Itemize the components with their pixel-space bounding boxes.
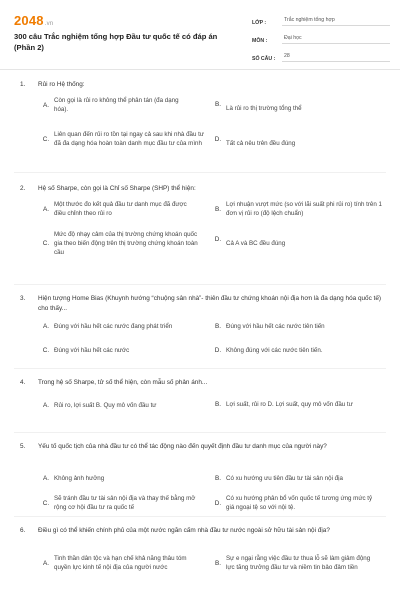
question-text: Rủi ro Hệ thống:: [38, 81, 85, 88]
option-letter: C.: [42, 240, 50, 248]
option-letter: B.: [214, 101, 222, 109]
option-c[interactable]: [38, 230, 213, 258]
question-number: 5.: [20, 443, 26, 450]
question-number: 1.: [20, 81, 26, 88]
option-text: Rủi ro, lợi suất B. Quy mô vốn đầu tư: [54, 402, 157, 409]
option-letter: C.: [42, 347, 50, 355]
option-letter: A.: [42, 205, 50, 213]
option-text: Lợi nhuận vượt mức (so với lãi suất phi rủi ro) tính trên 1 đơn vị rủi ro (độ lệch chuẩn): [226, 201, 382, 218]
question-divider: [14, 368, 386, 369]
option-c[interactable]: [38, 346, 213, 355]
option-letter: D.: [214, 347, 222, 355]
option-c[interactable]: [38, 494, 213, 512]
option-a[interactable]: [38, 322, 213, 331]
question-divider: [14, 432, 386, 433]
option-text: Đúng với hầu hết các nước: [54, 347, 130, 354]
meta-label: SỐ CÂU :: [252, 56, 276, 62]
option-d[interactable]: [210, 346, 385, 355]
option-text: Lợi suất, rủi ro D. Lợi suất, quy mô vốn đầu tư: [226, 401, 353, 408]
option-letter: A.: [42, 559, 50, 567]
option-text: Đúng với hầu hết các nước tiên tiến: [226, 323, 325, 330]
option-text: Cả A và BC đều đúng: [226, 240, 286, 247]
meta-value: Đại học: [282, 35, 390, 44]
option-letter: A.: [42, 475, 50, 483]
meta-row-class: [252, 12, 390, 26]
meta-value: Trắc nghiệm tổng hợp: [282, 17, 390, 26]
meta-row-subject: [252, 30, 390, 44]
option-b[interactable]: [210, 96, 385, 113]
option-c[interactable]: [38, 130, 213, 148]
option-letter: B.: [214, 205, 222, 213]
option-letter: C.: [42, 499, 50, 507]
option-letter: B.: [214, 475, 222, 483]
option-text: Sự e ngại rằng việc đầu tư thua lỗ sẽ làm giảm động lực tăng trưởng đầu tư và niềm tin bảo đảm tiền: [226, 555, 371, 572]
option-letter: B.: [214, 401, 222, 409]
option-text: Là rủi ro thị trường tổng thể: [226, 105, 302, 112]
option-text: Tinh thần dân tộc và hạn chế khả năng thâu tóm quyền lực kinh tế nội địa của người nước: [54, 555, 187, 572]
option-text: Còn gọi là rủi ro không thể phân tán (đa dạng hóa).: [54, 97, 179, 114]
question-divider: [14, 284, 386, 285]
option-letter: B.: [214, 323, 222, 331]
option-b[interactable]: [210, 400, 385, 409]
option-letter: D.: [214, 235, 222, 243]
question-number: 2.: [20, 185, 26, 192]
option-letter: A.: [42, 101, 50, 109]
option-letter: A.: [42, 323, 50, 331]
option-letter: D.: [214, 499, 222, 507]
option-a[interactable]: [38, 400, 213, 410]
document-header: [0, 0, 400, 70]
option-b[interactable]: [210, 322, 385, 331]
option-b[interactable]: [210, 474, 385, 483]
option-letter: D.: [214, 135, 222, 143]
option-text: Không ảnh hưởng: [54, 475, 105, 482]
option-text: Đúng với hầu hết các nước đang phát triển: [54, 323, 173, 330]
option-d[interactable]: [210, 130, 385, 148]
meta-label: LỚP :: [252, 20, 267, 26]
logo-suffix: .vn: [44, 21, 54, 27]
option-letter: C.: [42, 135, 50, 143]
meta-label: MÔN :: [252, 38, 268, 44]
document-title: 300 câu Trắc nghiệm tổng hợp Đầu tư quốc tế có đáp án (Phần 2): [14, 32, 218, 52]
option-d[interactable]: [210, 230, 385, 248]
option-letter: A.: [42, 401, 50, 409]
option-d[interactable]: [210, 494, 385, 512]
document-meta: [252, 12, 390, 66]
option-text: Liên quan đến rủi ro tồn tại ngay cả sau khi nhà đầu tư đã đa dạng hóa hoàn toàn danh mục đầu tư của mình: [54, 131, 204, 148]
site-logo[interactable]: [14, 13, 53, 28]
meta-value: 28: [282, 53, 390, 62]
option-text: Có xu hướng phân bổ vốn quốc tế tương ứng mức tỷ giá ngoại tệ so với nội tệ.: [226, 495, 373, 512]
question-text: Điều gì có thể khiến chính phủ của một nước ngăn cấm nhà đầu tư nước ngoài sở hữu tài sản nội địa?: [38, 527, 330, 534]
option-text: Tất cả nêu trên đều đúng: [226, 140, 296, 147]
question-divider: [14, 516, 386, 517]
question-text: Yếu tố quốc tịch của nhà đầu tư có thể tác động nào đến quyết định đầu tư danh mục của người này?: [38, 443, 327, 450]
option-a[interactable]: [38, 96, 213, 114]
question-text: Hệ số Sharpe, còn gọi là Chỉ số Sharpe (SHP) thể hiện:: [38, 185, 196, 192]
logo-main: 2048: [14, 13, 44, 28]
question-number: 4.: [20, 379, 26, 386]
meta-row-count: [252, 48, 390, 62]
option-b[interactable]: [210, 554, 385, 572]
option-text: Sẽ tránh đầu tư tài sản nội địa và thay thế bằng mở rộng cơ hội đầu tư ra quốc tế: [54, 495, 196, 512]
option-text: Mức độ nhạy cảm của thị trường chứng khoán quốc gia theo biến động trên thị trường chứng khoán toàn cầu: [54, 231, 198, 257]
option-a[interactable]: [38, 474, 213, 483]
question-text: Hiện tượng Home Bias (Khuynh hướng “chuộng sân nhà”- thiên đầu tư chứng khoán nội địa hơn là đa dạng hóa quốc tế) cho thấy...: [38, 295, 382, 312]
question-divider: [14, 172, 386, 173]
option-letter: B.: [214, 559, 222, 567]
option-a[interactable]: [38, 554, 213, 572]
option-text: Một thước đo kết quả đầu tư danh mục đã được điều chỉnh theo rủi ro: [54, 201, 187, 218]
question-number: 6.: [20, 527, 26, 534]
option-text: Không đúng với các nước tiên tiến.: [226, 347, 323, 354]
option-b[interactable]: [210, 200, 385, 218]
option-a[interactable]: [38, 200, 213, 218]
option-text: Có xu hướng ưu tiên đầu tư tài sản nội địa: [226, 475, 343, 482]
question-number: 3.: [20, 295, 26, 302]
question-text: Trong hệ số Sharpe, tử số thể hiện, còn mẫu số phản ánh...: [38, 379, 208, 386]
